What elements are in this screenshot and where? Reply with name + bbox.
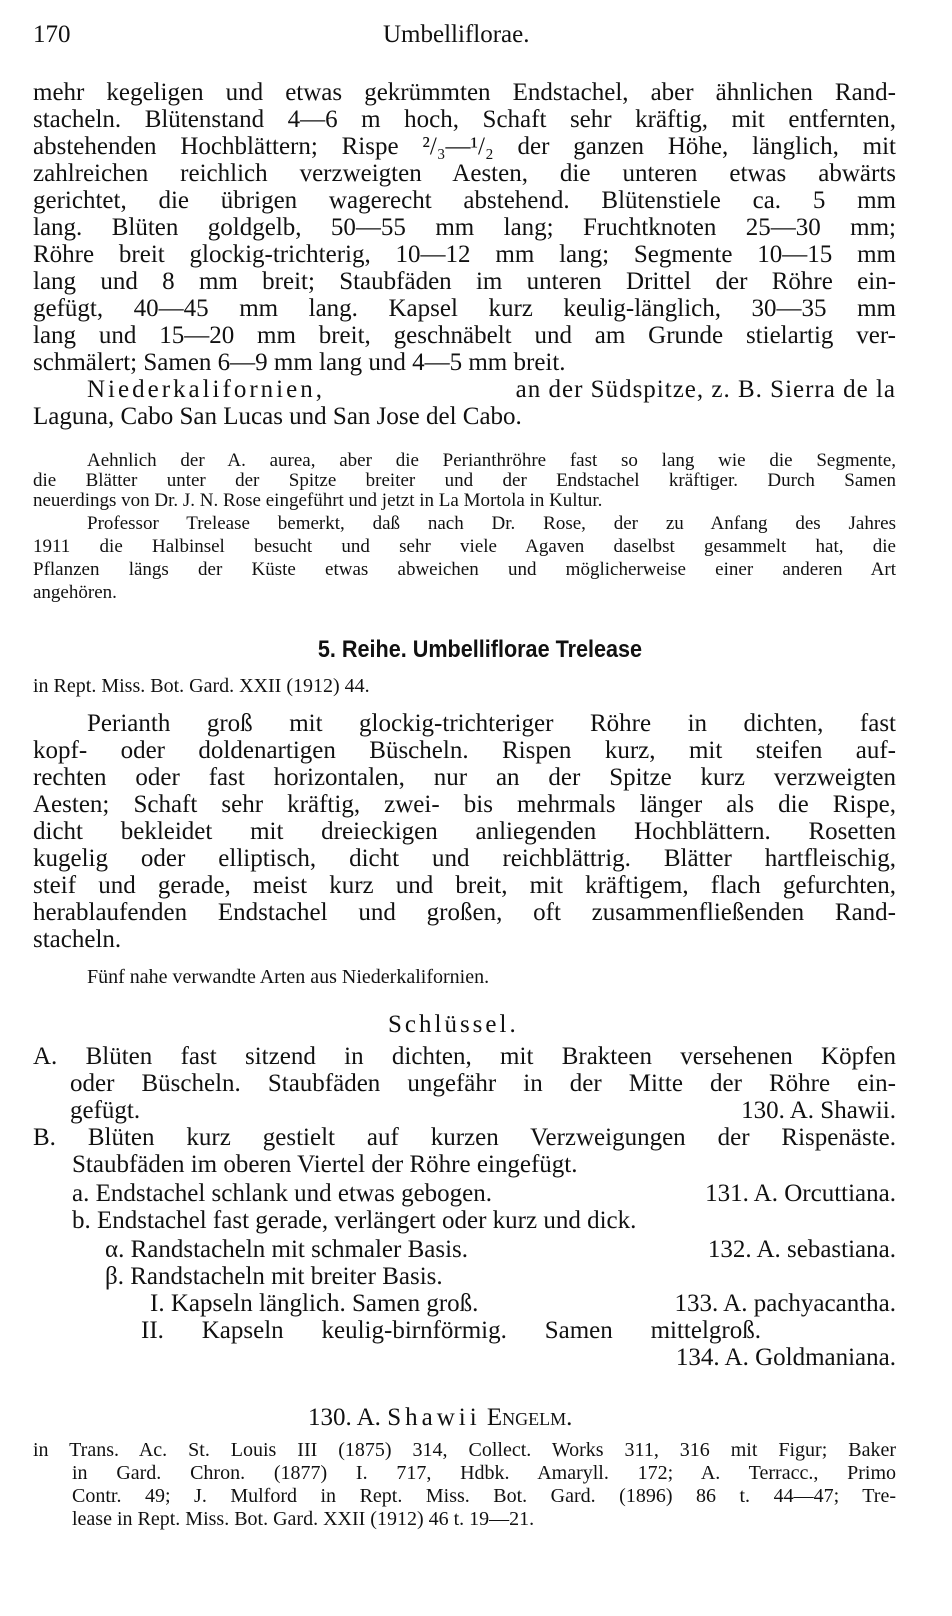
key-I-text: I. Kapseln länglich. Samen groß. [150, 1290, 479, 1317]
para2-line: rechten oder fast horizontalen, nur an der Spitze kurz verzweigten [33, 764, 896, 791]
distribution-region: Niederkalifornien, [87, 376, 325, 403]
para1-line: zahlreichen reichlich verzweigten Aesten, die unteren etwas abwärts [33, 160, 896, 187]
key-A-result: 130. A. Shawii. [741, 1097, 896, 1124]
key-A-lead [70, 1097, 896, 1124]
page-number: 170 [33, 21, 71, 48]
section-citation: in Rept. Miss. Bot. Gard. XXII (1912) 44. [33, 675, 370, 697]
species-number: 130. A. [308, 1404, 381, 1431]
para2-line: Aesten; Schaft sehr kräftig, zwei- bis mehrmals länger als die Rispe, [33, 791, 896, 818]
key-I-lead [150, 1290, 896, 1317]
key-a-lead [72, 1180, 896, 1207]
distribution-line2: Laguna, Cabo San Lucas und San Jose del Cabo. [33, 403, 522, 430]
key-a-text: a. Endstachel schlank und etwas gebogen. [72, 1180, 493, 1207]
para1-line: mehr kegeligen und etwas gekrümmten Endstachel, aber ähnlichen Rand- [33, 79, 896, 106]
para1-line: lang und 8 mm breit; Staubfäden im unteren Drittel der Röhre ein- [33, 268, 896, 295]
para1-line: gefügt, 40—45 mm lang. Kapsel kurz keulig-länglich, 30—35 mm [33, 295, 896, 322]
key-B-line: Staubfäden im oberen Viertel der Röhre eingefügt. [72, 1151, 578, 1178]
key-A-text: gefügt. [70, 1097, 141, 1124]
para2-line: Perianth groß mit glockig-trichteriger Röhre in dichten, fast [87, 710, 896, 737]
species-heading [308, 1404, 572, 1431]
key-alpha-result: 132. A. sebastiana. [707, 1236, 896, 1263]
note1-line: Aehnlich der A. aurea, aber die Perianthröhre fast so lang wie die Segmente, [87, 450, 896, 471]
key-II-result: 134. A. Goldmaniana. [675, 1344, 896, 1371]
key-B-line: B. Blüten kurz gestielt auf kurzen Verzweigungen der Rispenäste. [33, 1124, 896, 1151]
distribution-rest: an der Südspitze, z. B. Sierra de la [515, 376, 896, 403]
key-A-line: oder Büscheln. Staubfäden ungefähr in der Mitte der Röhre ein- [70, 1070, 896, 1097]
key-b-text: b. Endstachel fast gerade, verlängert oder kurz und dick. [72, 1207, 637, 1234]
species-note: Fünf nahe verwandte Arten aus Niederkalifornien. [87, 966, 490, 988]
para1-line: lang. Blüten goldgelb, 50—55 mm lang; Fruchtknoten 25—30 mm; [33, 214, 896, 241]
note1-line: neuerdings von Dr. J. N. Rose eingeführt und jetzt in La Mortola in Kultur. [33, 490, 603, 511]
para2-line: kugelig oder elliptisch, dicht und reichblättrig. Blätter hartfleischig, [33, 845, 896, 872]
para1-line: gerichtet, die übrigen wagerecht abstehend. Blütenstiele ca. 5 mm [33, 187, 896, 214]
key-alpha-lead [105, 1236, 896, 1263]
note1-line: die Blätter unter der Spitze breiter und der Endstachel kräftiger. Durch Samen [33, 470, 896, 491]
key-title: Schlüssel. [388, 1011, 519, 1038]
para1-line: schmälert; Samen 6—9 mm lang und 4—5 mm breit. [33, 349, 566, 376]
note2-line: Pflanzen längs der Küste etwas abweichen und möglicherweise einer anderen Art [33, 559, 896, 580]
key-beta-text: β. Randstacheln mit breiter Basis. [105, 1263, 443, 1290]
key-alpha-text: α. Randstacheln mit schmaler Basis. [105, 1236, 469, 1263]
para1-line: stacheln. Blütenstand 4—6 m hoch, Schaft sehr kräftig, mit entfernten, [33, 106, 896, 133]
running-title: Umbelliflorae. [383, 21, 530, 48]
species-author: Engelm. [486, 1404, 573, 1431]
note2-line: 1911 die Halbinsel besucht und sehr viele Agaven daselbst gesammelt hat, die [33, 536, 896, 557]
distribution-line [87, 376, 896, 403]
key-II-text: II. Kapseln keulig-birnförmig. Samen mittelgroß. [141, 1317, 761, 1344]
note2-line: Professor Trelease bemerkt, daß nach Dr. Rose, der zu Anfang des Jahres [87, 513, 896, 534]
key-I-result: 133. A. pachyacantha. [674, 1290, 896, 1317]
para1-line: abstehenden Hochblättern; Rispe ²/₃—¹/₂ der ganzen Höhe, länglich, mit [33, 133, 896, 160]
para2-line: dicht bekleidet mit dreieckigen anliegenden Hochblättern. Rosetten [33, 818, 896, 845]
para2-line: steif und gerade, meist kurz und breit, mit kräftigem, flach gefurchten, [33, 872, 896, 899]
para1-line: Röhre breit glockig-trichterig, 10—12 mm lang; Segmente 10—15 mm [33, 241, 896, 268]
para2-line: kopf- oder doldenartigen Büscheln. Rispen kurz, mit steifen auf- [33, 737, 896, 764]
refs-line: lease in Rept. Miss. Bot. Gard. XXII (1912) 46 t. 19—21. [72, 1508, 535, 1530]
key-A-line: A. Blüten fast sitzend in dichten, mit Brakteen versehenen Köpfen [33, 1043, 896, 1070]
key-a-result: 131. A. Orcuttiana. [705, 1180, 896, 1207]
para1-line: lang und 15—20 mm breit, geschnäbelt und am Grunde stielartig ver- [33, 322, 896, 349]
para2-line: stacheln. [33, 926, 122, 953]
species-name: Shawii [387, 1404, 481, 1431]
refs-line: Contr. 49; J. Mulford in Rept. Miss. Bot. Gard. (1896) 86 t. 44—47; Tre- [72, 1485, 896, 1507]
para2-line: herablaufenden Endstachel und großen, oft zusammenfließenden Rand- [33, 899, 896, 926]
refs-line: in Trans. Ac. St. Louis III (1875) 314, Collect. Works 311, 316 mit Figur; Baker [33, 1439, 896, 1461]
refs-line: in Gard. Chron. (1877) I. 717, Hdbk. Amaryll. 172; A. Terracc., Primo [72, 1462, 896, 1484]
note2-line: angehören. [33, 582, 117, 603]
section-heading: 5. Reihe. Umbelliflorae Trelease [317, 636, 643, 663]
